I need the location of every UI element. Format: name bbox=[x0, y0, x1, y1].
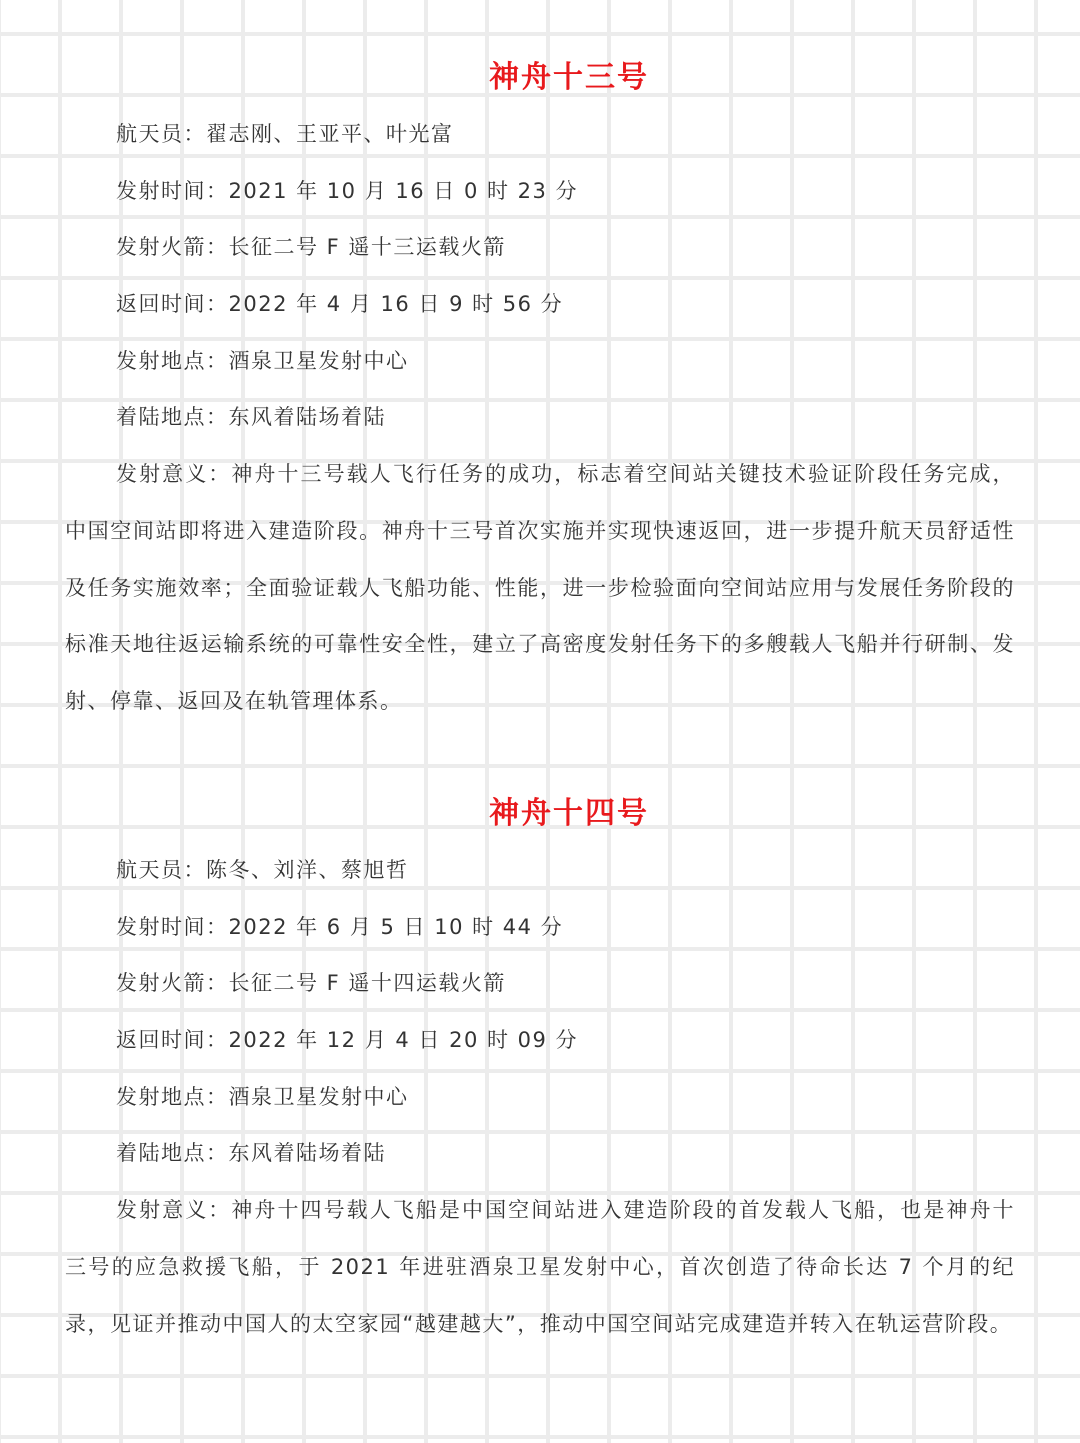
mission-section-shenzhou-13 bbox=[0, 50, 1080, 730]
field-value: 酒泉卫星发射中心 bbox=[228, 1084, 409, 1109]
field-value: 东风着陆场着陆 bbox=[228, 405, 386, 430]
field-label: 发射意义： bbox=[116, 462, 232, 487]
field-value: 酒泉卫星发射中心 bbox=[228, 348, 409, 373]
field-value: 2022 年 4 月 16 日 9 时 56 分 bbox=[228, 292, 564, 317]
field-label: 发射意义： bbox=[116, 1198, 232, 1223]
field-label: 发射火箭： bbox=[116, 971, 229, 996]
landing-site-row bbox=[0, 389, 1080, 446]
field-value: 东风着陆场着陆 bbox=[228, 1141, 386, 1166]
field-label: 发射时间： bbox=[116, 914, 229, 939]
field-value: 陈冬、刘洋、蔡旭哲 bbox=[206, 858, 409, 882]
field-label: 发射地点： bbox=[116, 1084, 229, 1109]
field-label: 航天员： bbox=[116, 858, 206, 882]
launch-site-row bbox=[0, 1069, 1080, 1126]
significance-text: 神舟十三号载人飞行任务的成功，标志着空间站关键技术验证阶段任务完成，中国空间站即将进入建造阶段。神舟十三号首次实施并实现快速返回，进一步提升航天员舒适性及任务实施效率；全面验证载人飞船功能、性能，进一步检验面向空间站应用与发展任务阶段的标准天地往返运输系统的可靠性安全性，建立了高密度发射任务下的多艘载人飞船并行研制、发射、停靠、返回及在轨管理体系。 bbox=[65, 462, 1016, 713]
astronauts-row bbox=[0, 842, 1080, 899]
field-label: 发射时间： bbox=[116, 178, 229, 203]
field-value: 2022 年 12 月 4 日 20 时 09 分 bbox=[228, 1028, 579, 1053]
return-time-row bbox=[0, 1012, 1080, 1069]
field-label: 返回时间： bbox=[116, 292, 229, 317]
mission-title: 神舟十三号 bbox=[489, 60, 649, 95]
field-value: 2021 年 10 月 16 日 0 时 23 分 bbox=[228, 178, 579, 203]
field-value: 翟志刚、王亚平、叶光富 bbox=[206, 122, 454, 146]
field-label: 返回时间： bbox=[116, 1028, 229, 1053]
field-label: 着陆地点： bbox=[116, 405, 229, 430]
field-value: 长征二号 F 遥十三运载火箭 bbox=[228, 235, 506, 260]
field-label: 发射火箭： bbox=[116, 235, 229, 260]
significance-text: 神舟十四号载人飞船是中国空间站进入建造阶段的首发载人飞船，也是神舟十三号的应急救援飞船，于 2021 年进驻酒泉卫星发射中心，首次创造了待命长达 7 个月的纪录，见证并推动中国人的太空家园“越建越大”，推动中国空间站完成建造并转入在轨运营阶段。 bbox=[65, 1198, 1016, 1336]
launch-time-row bbox=[0, 163, 1080, 220]
mission-section-shenzhou-14 bbox=[0, 786, 1080, 1352]
landing-site-row bbox=[0, 1125, 1080, 1182]
return-time-row bbox=[0, 276, 1080, 333]
rocket-row bbox=[0, 219, 1080, 276]
field-label: 航天员： bbox=[116, 122, 206, 146]
significance-paragraph bbox=[65, 1182, 1015, 1352]
significance-paragraph bbox=[65, 446, 1015, 730]
field-label: 发射地点： bbox=[116, 348, 229, 373]
launch-time-row bbox=[0, 899, 1080, 956]
rocket-row bbox=[0, 955, 1080, 1012]
launch-site-row bbox=[0, 333, 1080, 390]
field-label: 着陆地点： bbox=[116, 1141, 229, 1166]
astronauts-row bbox=[0, 106, 1080, 163]
field-value: 长征二号 F 遥十四运载火箭 bbox=[228, 971, 506, 996]
mission-title: 神舟十四号 bbox=[489, 796, 649, 831]
field-value: 2022 年 6 月 5 日 10 时 44 分 bbox=[228, 914, 564, 939]
